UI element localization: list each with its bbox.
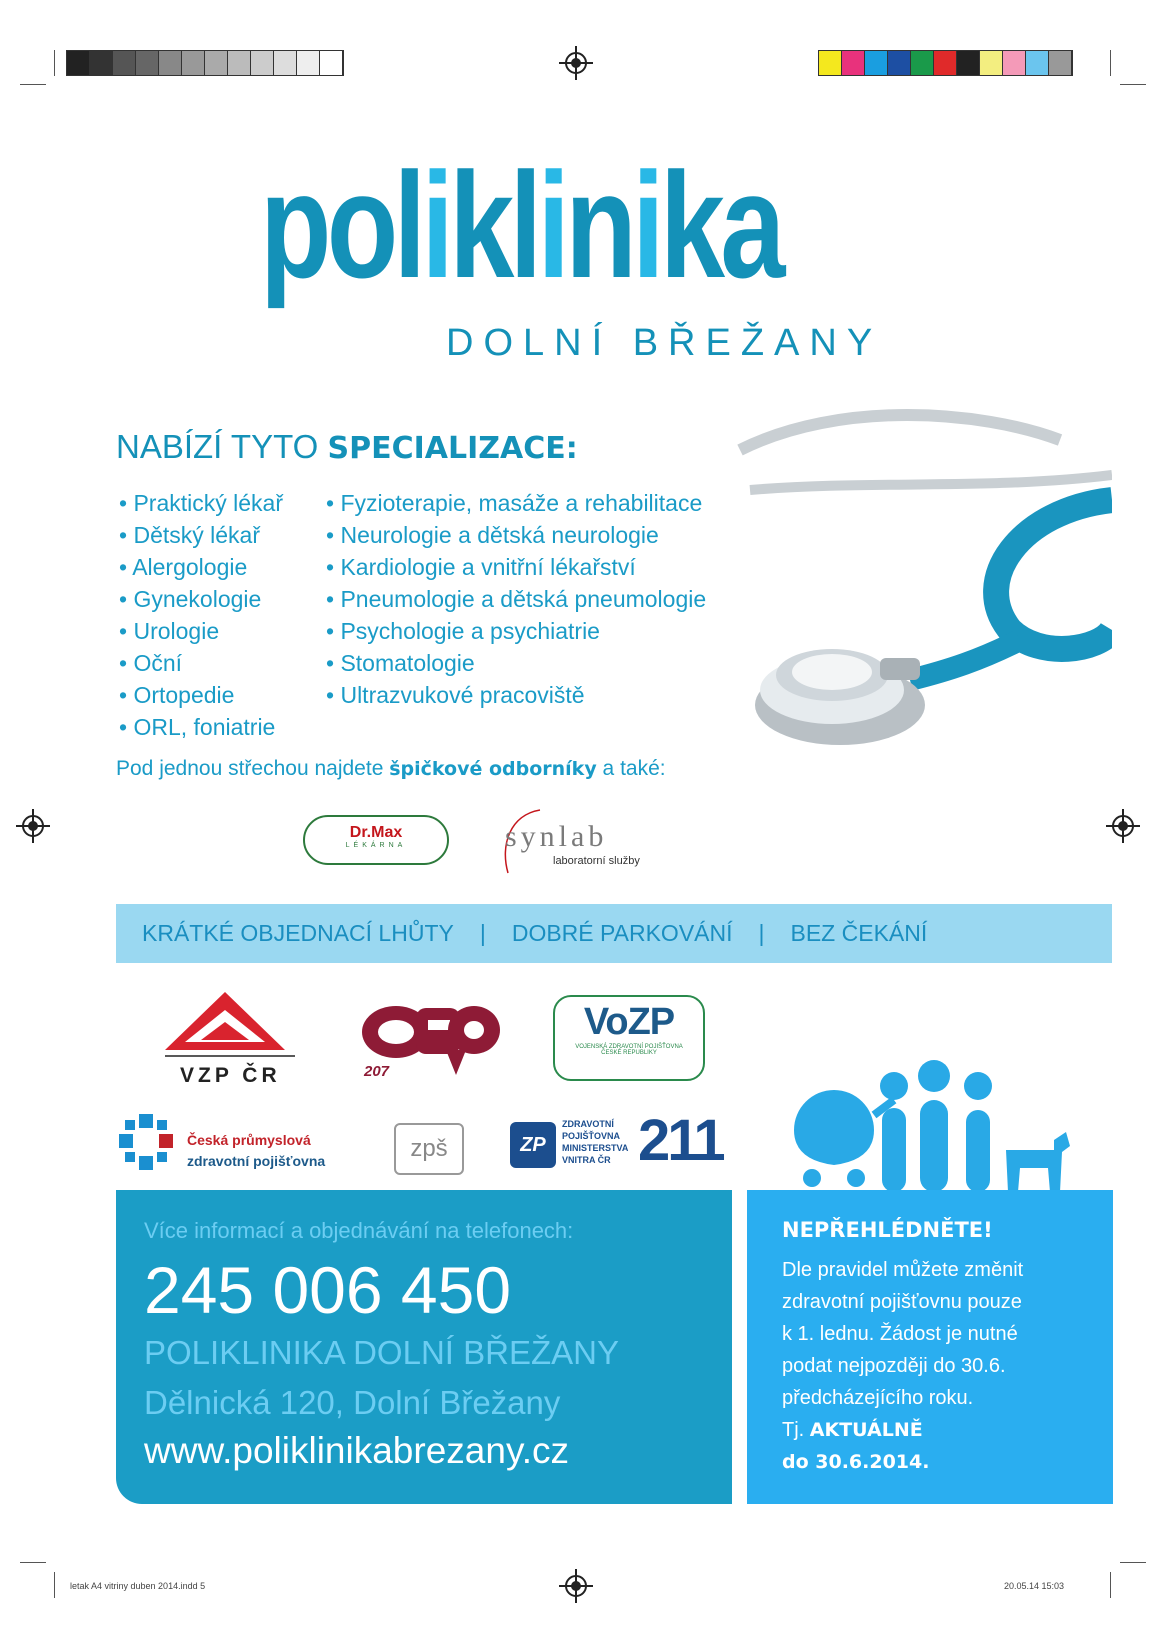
notice-line: zdravotní pojišťovnu pouze xyxy=(782,1291,1022,1313)
synlab-sub: laboratorní služby xyxy=(553,855,640,867)
crop-mark xyxy=(54,1572,55,1598)
notice-line: Dle pravidel můžete změnit xyxy=(782,1259,1024,1281)
notice-line xyxy=(782,1414,1092,1446)
notice-emphasis: AKTUÁLNĚ xyxy=(809,1419,923,1441)
vzp-logo xyxy=(165,990,295,1060)
list-item: • Praktický lékař xyxy=(119,487,283,519)
logo-part: pol xyxy=(260,141,422,309)
cpzp-icon xyxy=(117,1112,177,1172)
list-item: • Ortopedie xyxy=(119,679,283,711)
zpmv-line: VNITRA ČR xyxy=(562,1155,611,1165)
website-link[interactable]: www.poliklinikabrezany.cz xyxy=(144,1430,569,1471)
list-item: • Gynekologie xyxy=(119,583,283,615)
registration-mark xyxy=(565,1575,587,1597)
registration-mark xyxy=(565,52,587,74)
notice-line: předcházejícího roku. xyxy=(782,1387,974,1409)
logo-part: n xyxy=(565,141,633,309)
zpmv-line: ZDRAVOTNÍ xyxy=(562,1119,614,1129)
clinic-name: POLIKLINIKA DOLNÍ BŘEŽANY xyxy=(144,1334,619,1371)
logo-part: i xyxy=(632,141,660,309)
specializations-list-left xyxy=(119,487,283,743)
crop-mark xyxy=(20,84,46,85)
specializations-list-right xyxy=(326,487,706,711)
benefits-band xyxy=(116,904,1112,963)
heading-light: NABÍZÍ TYTO xyxy=(116,428,328,465)
crop-mark xyxy=(1120,84,1146,85)
zpmv-number: 211 xyxy=(638,1108,723,1173)
heading-bold: SPECIALIZACE: xyxy=(327,431,578,466)
list-item: • Pneumologie a dětská pneumologie xyxy=(326,583,706,615)
cpzp-line-1: Česká průmyslová xyxy=(187,1132,311,1148)
grayscale-bar xyxy=(66,50,344,76)
intro-before: Pod jednou střechou najdete xyxy=(116,757,390,780)
footer-date: 20.05.14 15:03 xyxy=(1004,1581,1065,1591)
list-item: • Dětský lékař xyxy=(119,519,283,551)
list-item: • Neurologie a dětská neurologie xyxy=(326,519,706,551)
contact-lead: Více informací a objednávání na telefonech: xyxy=(144,1218,574,1243)
zpmv-text xyxy=(562,1118,628,1166)
color-bar xyxy=(818,50,1073,76)
vzp-text: VZP ČR xyxy=(180,1064,281,1087)
list-item: • Oční xyxy=(119,647,283,679)
registration-mark xyxy=(1112,815,1134,837)
list-item: • Urologie xyxy=(119,615,283,647)
crop-mark xyxy=(1110,1572,1111,1598)
cpzp-text xyxy=(187,1130,325,1172)
drmax-name: Dr.Max xyxy=(349,824,403,841)
logo-part: kl xyxy=(449,141,538,309)
benefit-1: KRÁTKÉ OBJEDNACÍ LHŮTY xyxy=(142,920,454,946)
notice-deadline: do 30.6.2014. xyxy=(782,1451,930,1473)
ozp-number: 207 xyxy=(364,1063,390,1080)
vozp-name: VoZP xyxy=(583,1001,675,1043)
zpmv-line: POJIŠŤOVNA xyxy=(562,1131,621,1141)
phone-number[interactable]: 245 006 450 xyxy=(144,1253,512,1327)
list-item: • Alergologie xyxy=(119,551,283,583)
logo-part: i xyxy=(421,141,450,309)
zpmv-logo-box: ZP xyxy=(510,1122,556,1168)
crop-mark xyxy=(1120,1562,1146,1563)
zpmv-line: MINISTERSTVA xyxy=(562,1143,629,1153)
intro-after: a také: xyxy=(596,757,666,780)
notice-title: NEPŘEHLÉDNĚTE! xyxy=(782,1218,993,1242)
separator: | xyxy=(758,920,765,946)
notice-body xyxy=(782,1254,1092,1478)
family-icon xyxy=(784,1060,1074,1192)
cpzp-line-2: zdravotní pojišťovna xyxy=(187,1153,326,1169)
synlab-logo: synlab xyxy=(505,820,608,853)
benefit-2: DOBRÉ PARKOVÁNÍ xyxy=(511,920,733,946)
crop-mark xyxy=(20,1562,46,1563)
list-item: • Kardiologie a vnitřní lékařství xyxy=(326,551,706,583)
vozp-sub2: ČESKÉ REPUBLIKY xyxy=(601,1050,657,1056)
notice-line: k 1. lednu. Žádost je nutné xyxy=(782,1323,1018,1345)
clinic-address: Dělnická 120, Dolní Břežany xyxy=(144,1384,561,1421)
separator: | xyxy=(479,920,486,946)
vozp-sub: VOJENSKÁ ZDRAVOTNÍ POJIŠŤOVNA xyxy=(575,1044,683,1050)
benefit-3: BEZ ČEKÁNÍ xyxy=(790,920,928,946)
list-item: • ORL, foniatrie xyxy=(119,711,283,743)
logo-part: ka xyxy=(659,141,781,309)
intro-bold: špičkové odborníky xyxy=(389,758,597,780)
specializations-heading xyxy=(116,428,578,466)
crop-mark xyxy=(1110,50,1111,76)
footer-file: letak A4 vitriny duben 2014.indd 5 xyxy=(70,1581,206,1591)
logo-subtitle: DOLNÍ BŘEŽANY xyxy=(446,322,883,364)
crop-mark xyxy=(54,50,55,76)
drmax-sub: LÉKÁRNA xyxy=(345,842,407,849)
list-item: • Fyzioterapie, masáže a rehabilitace xyxy=(326,487,706,519)
notice-line-part: Tj. xyxy=(782,1419,810,1441)
list-item: • Ultrazvukové pracoviště xyxy=(326,679,706,711)
stethoscope-illustration xyxy=(720,390,1112,790)
poliklinika-logo xyxy=(260,141,781,309)
intro-text xyxy=(116,757,666,781)
zps-logo: zpš xyxy=(394,1123,464,1175)
vozp-logo xyxy=(553,995,705,1081)
registration-mark xyxy=(22,815,44,837)
logo-part: i xyxy=(537,141,566,309)
notice-line: podat nejpozději do 30.6. xyxy=(782,1355,1006,1377)
list-item: • Psychologie a psychiatrie xyxy=(326,615,706,647)
list-item: • Stomatologie xyxy=(326,647,706,679)
drmax-logo xyxy=(303,815,449,865)
